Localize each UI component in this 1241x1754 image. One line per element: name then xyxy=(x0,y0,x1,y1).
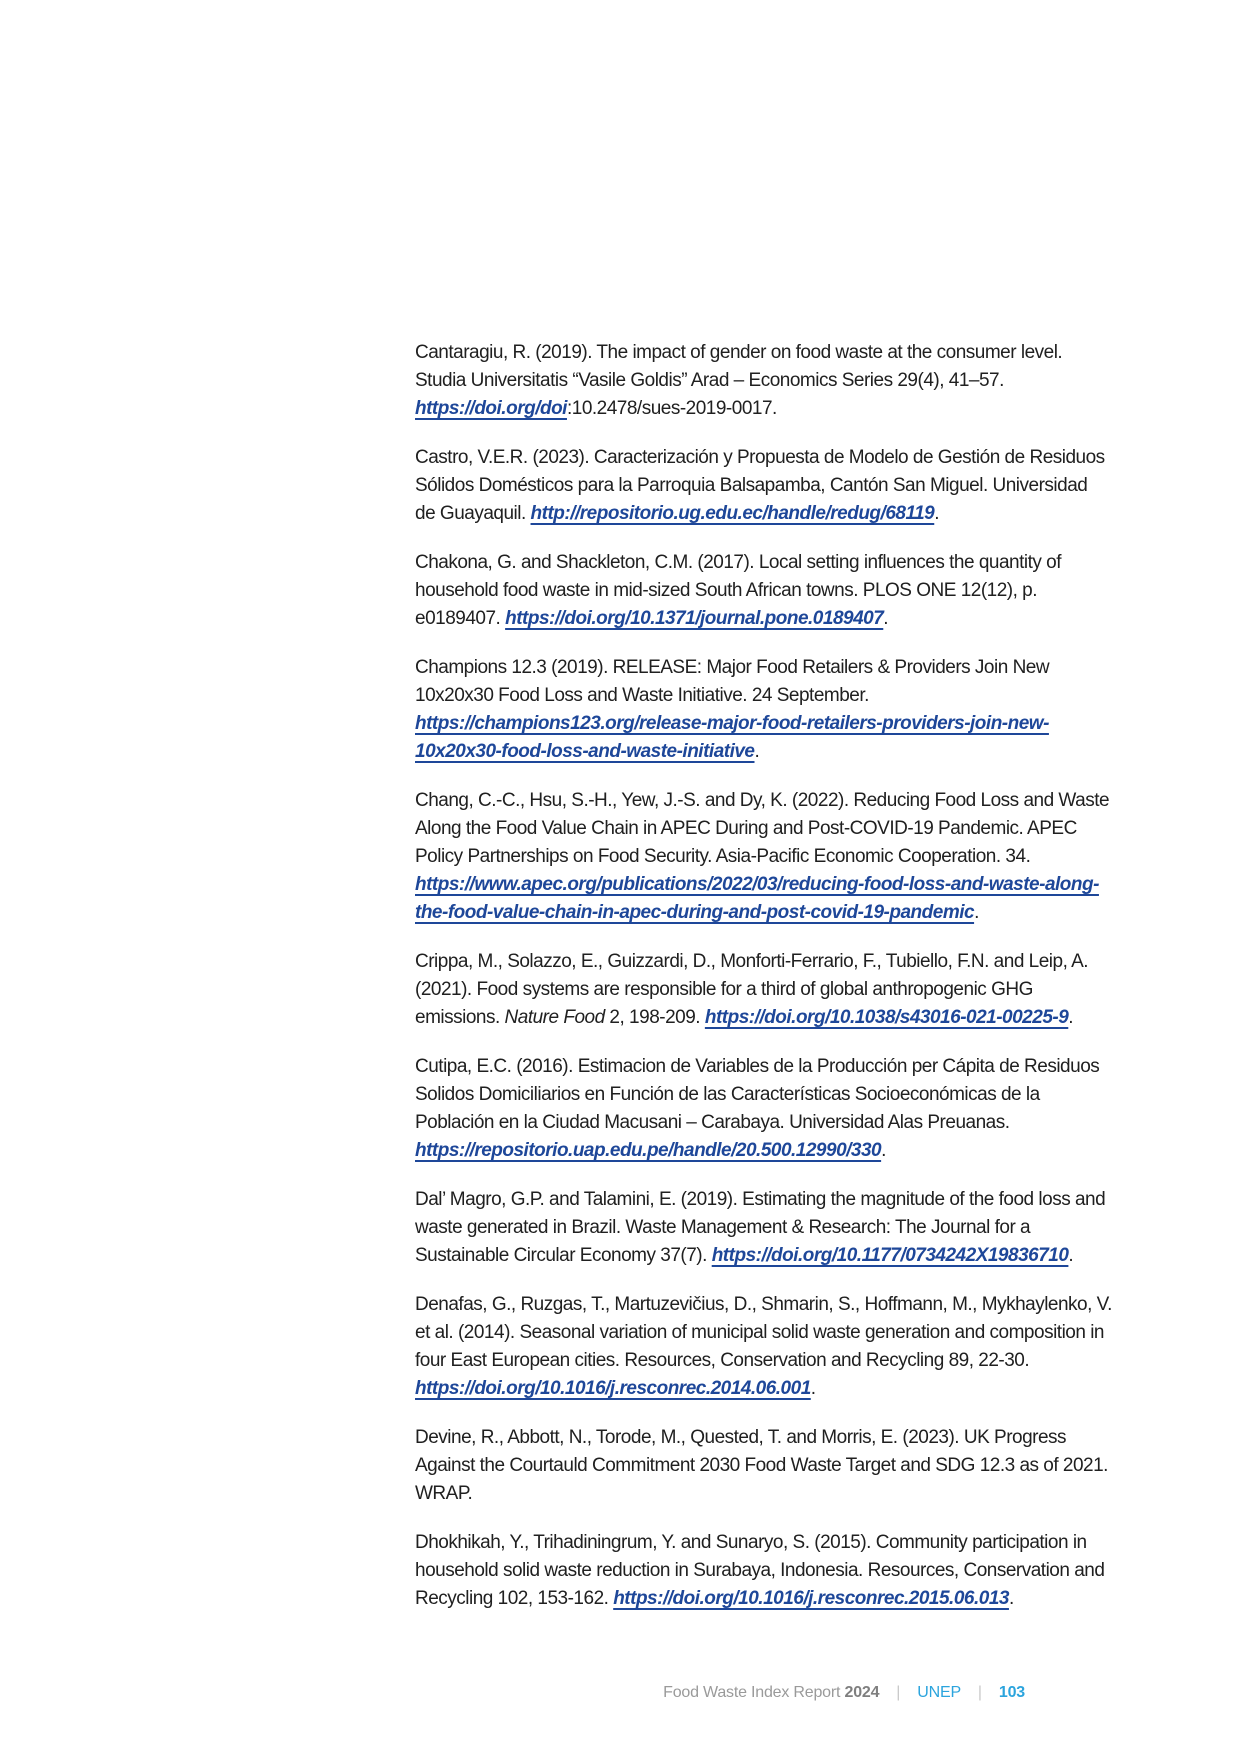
reference-text: Devine, R., Abbott, N., Torode, M., Quested, T. and Morris, E. (2023). UK Progress Against the Courtauld Commitment 2030 Food Waste Target and SDG 12.3 as of 2021. WRAP. xyxy=(415,1427,1108,1504)
reference-link[interactable]: https://doi.org/doi xyxy=(415,398,567,419)
reference-text: Dal’ Magro, G.P. and Talamini, E. (2019). Estimating the magnitude of the food loss and waste generated in Brazil. Waste Management & Research: The Journal for a Sustainable Circular Economy 37(7). xyxy=(415,1189,1106,1266)
reference-entry xyxy=(415,654,1112,766)
reference-link[interactable]: https://doi.org/10.1016/j.resconrec.2015.06.013 xyxy=(613,1588,1009,1609)
reference-entry xyxy=(415,1291,1112,1403)
reference-list xyxy=(415,339,1112,1634)
reference-text: . xyxy=(1068,1245,1074,1266)
page-footer xyxy=(663,1684,1025,1702)
reference-text: . xyxy=(934,503,940,524)
reference-text: Denafas, G., Ruzgas, T., Martuzevičius, D., Shmarin, S., Hoffmann, M., Mykhaylenko, V. et al. (2014). Seasonal variation of municipal solid waste generation and composition in four East European cities. Resources, Conservation and Recycling 89, 22-30. xyxy=(415,1294,1112,1371)
footer-page-number: 103 xyxy=(998,1684,1025,1701)
reference-text: Chakona, G. and Shackleton, C.M. (2017). Local setting influences the quantity of household food waste in mid-sized South African towns. PLOS ONE 12(12), p. e0189407. xyxy=(415,552,1062,629)
reference-entry xyxy=(415,444,1112,528)
reference-entry xyxy=(415,1424,1112,1508)
reference-text: . xyxy=(810,1378,816,1399)
footer-report-year: 2024 xyxy=(844,1684,880,1701)
reference-link[interactable]: https://champions123.org/release-major-food-retailers-providers-join-new-10x20x30-food-loss-and-waste-initiative xyxy=(415,713,1049,762)
footer-separator: | xyxy=(896,1684,901,1701)
footer-org-link[interactable]: UNEP xyxy=(917,1684,961,1701)
reference-text: . xyxy=(881,1140,886,1161)
footer-separator: | xyxy=(977,1684,982,1701)
reference-link[interactable]: https://repositorio.uap.edu.pe/handle/20.500.12990/330 xyxy=(415,1140,882,1161)
reference-text: Chang, C.-C., Hsu, S.-H., Yew, J.-S. and Dy, K. (2022). Reducing Food Loss and Waste Along the Food Value Chain in APEC During and Post-COVID-19 Pandemic. APEC Policy Partnerships on Food Security. Asia-Pacific Economic Cooperation. 34. xyxy=(415,790,1110,867)
reference-text: Castro, V.E.R. (2023). Caracterización y Propuesta de Modelo de Gestión de Residuos Sólidos Domésticos para la Parroquia Balsapamba, Cantón San Miguel. Universidad de Guayaquil. xyxy=(415,447,1105,524)
reference-text: Dhokhikah, Y., Trihadiningrum, Y. and Sunaryo, S. (2015). Community participation in household solid waste reduction in Surabaya, Indonesia. Resources, Conservation and Recycling 102, 153-162. xyxy=(415,1532,1105,1609)
reference-text: . xyxy=(974,902,979,923)
reference-entry xyxy=(415,339,1112,423)
reference-journal-name: Nature Food xyxy=(504,1007,605,1028)
reference-entry xyxy=(415,787,1112,927)
reference-link[interactable]: https://www.apec.org/publications/2022/03/reducing-food-loss-and-waste-along-the-food-value-chain-in-apec-during-and-post-covid-19-pandemic xyxy=(415,874,1099,923)
reference-text: . xyxy=(883,608,889,629)
reference-link[interactable]: https://doi.org/10.1038/s43016-021-00225-9 xyxy=(704,1007,1069,1028)
reference-entry xyxy=(415,948,1112,1032)
reference-entry xyxy=(415,1529,1112,1613)
reference-link[interactable]: https://doi.org/10.1371/journal.pone.0189407 xyxy=(505,608,884,629)
reference-text: :10.2478/sues-2019-0017. xyxy=(566,398,777,419)
reference-text: . xyxy=(1068,1007,1074,1028)
reference-entry xyxy=(415,1053,1112,1165)
reference-text: Cantaragiu, R. (2019). The impact of gender on food waste at the consumer level. Studia Universitatis “Vasile Goldis” Arad – Economics Series 29(4), 41–57. xyxy=(415,342,1063,391)
reference-text: 2, 198-209. xyxy=(604,1007,705,1028)
reference-link[interactable]: http://repositorio.ug.edu.ec/handle/redug/68119 xyxy=(530,503,935,524)
reference-text: Cutipa, E.C. (2016). Estimacion de Variables de la Producción per Cápita de Residuos Solidos Domiciliarios en Función de las Características Socioeconómicas de la Población en la Ciudad Macusani – Carabaya. Universidad Alas Preuanas. xyxy=(415,1056,1100,1133)
reference-entry xyxy=(415,1186,1112,1270)
reference-text: Champions 12.3 (2019). RELEASE: Major Food Retailers & Providers Join New 10x20x30 Food Loss and Waste Initiative. 24 September. xyxy=(415,657,1050,706)
reference-link[interactable]: https://doi.org/10.1177/0734242X19836710 xyxy=(711,1245,1069,1266)
reference-text: Crippa, M., Solazzo, E., Guizzardi, D., Monforti-Ferrario, F., Tubiello, F.N. and Leip, A. (2021). Food systems are responsible for a third of global anthropogenic GHG emissions. xyxy=(415,951,1089,1028)
reference-text: . xyxy=(754,741,760,762)
reference-link[interactable]: https://doi.org/10.1016/j.resconrec.2014.06.001 xyxy=(415,1378,811,1399)
reference-entry xyxy=(415,549,1112,633)
footer-report-title: Food Waste Index Report 2024 xyxy=(663,1684,880,1701)
reference-text: . xyxy=(1008,1588,1014,1609)
